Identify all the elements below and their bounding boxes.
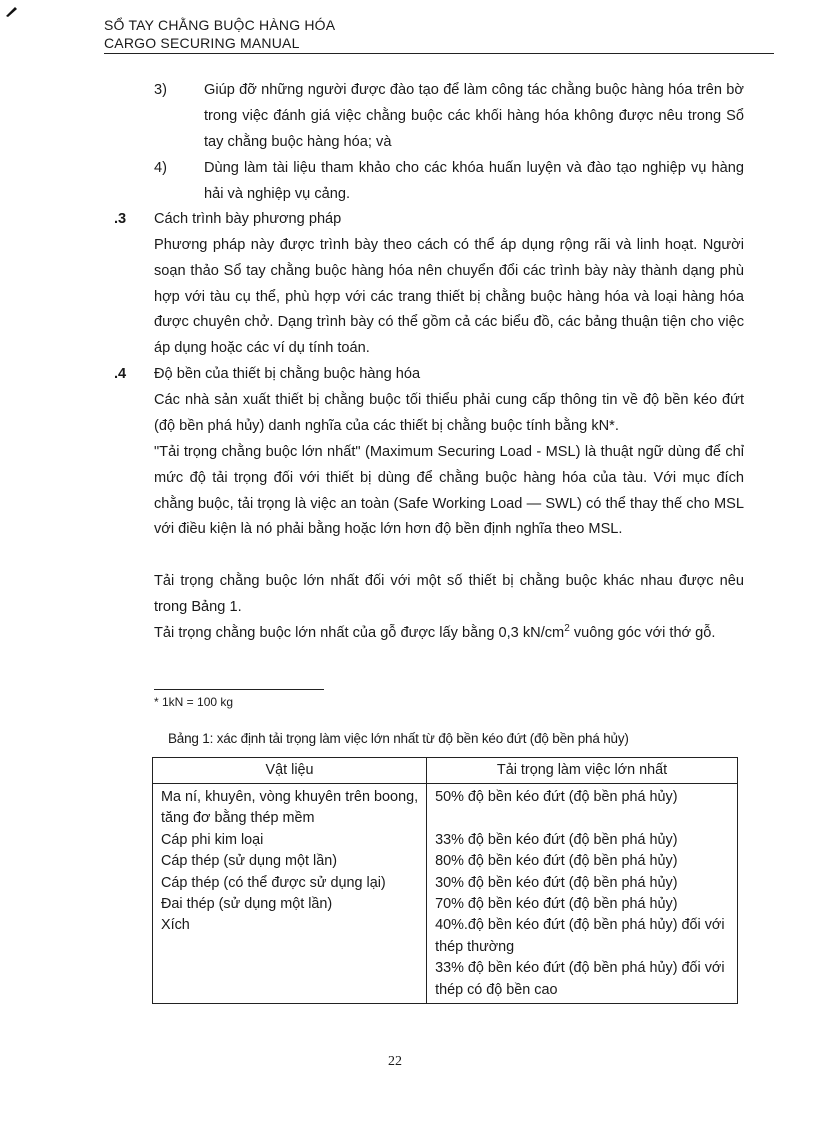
table-cell-material: Cáp thép (có thể được sử dụng lại) — [153, 873, 427, 894]
table-row — [153, 915, 738, 958]
header-divider — [104, 53, 774, 54]
table-header-cell: Tải trọng làm việc lớn nhất — [427, 758, 738, 784]
paragraph: "Tải trọng chằng buộc lớn nhất" (Maximum Securing Load - MSL) là thuật ngữ dùng để chỉ mức độ tải trọng đối với thiết bị dùng để chằng buộc hàng hóa của tàu. Với mục đích chằng buộc, tải trọng là việc an toàn (Safe Working Load — SWL) có thể thay thế cho MSL với điều kiện là nó phải bằng hoặc lớn hơn độ bền định nghĩa theo MSL. — [154, 444, 744, 538]
table-row — [153, 894, 738, 915]
paragraph-text-tail: vuông góc với thớ gỗ. — [569, 625, 716, 641]
list-item-number: 4) — [154, 160, 167, 176]
paragraph: Các nhà sản xuất thiết bị chằng buộc tối thiểu phải cung cấp thông tin về độ bền kéo đứt (độ bền phá hủy) danh nghĩa của các thiết bị chằng buộc tính bằng kN*. — [154, 392, 744, 434]
list-item-text: Dùng làm tài liệu tham khảo cho các khóa huấn luyện và đào tạo nghiệp vụ hàng hải và nghiệp vụ cảng. — [204, 160, 744, 202]
section-number: .4 — [114, 366, 127, 382]
table-cell-material: Cáp phi kim loại — [153, 830, 427, 851]
table-row — [153, 830, 738, 851]
table-row — [153, 873, 738, 894]
list-item-text: Giúp đỡ những người được đào tạo để làm công tác chằng buộc hàng hóa trên bờ trong việc đánh giá việc chằng buộc các khối hàng hóa không được nêu trong Sổ tay chằng buộc hàng hóa; và — [204, 82, 744, 150]
header-title-vi: SỔ TAY CHẰNG BUỘC HÀNG HÓA — [104, 17, 336, 33]
table-cell-material: Cáp thép (sử dụng một lần) — [153, 851, 427, 872]
table-cell-material — [153, 958, 427, 1003]
table-cell-load: 50% độ bền kéo đứt (độ bền phá hủy) — [435, 789, 678, 805]
section-title: Độ bền của thiết bị chằng buộc hàng hóa — [154, 366, 421, 382]
header-title-en: CARGO SECURING MANUAL — [104, 35, 300, 51]
footnote: * 1kN = 100 kg — [154, 695, 234, 709]
table-header-cell: Vật liệu — [153, 758, 427, 784]
table-cell-load: 80% độ bền kéo đứt (độ bền phá hủy) — [435, 853, 678, 870]
table-row — [153, 851, 738, 872]
running-header — [104, 16, 774, 52]
table-cell-load: 30% độ bền kéo đứt (độ bền phá hủy) — [435, 874, 678, 891]
table-cell-material: Ma ní, khuyên, vòng khuyên trên boong, tăng đơ bằng thép mềm — [153, 784, 427, 830]
table-caption: Bảng 1: xác định tải trọng làm việc lớn nhất từ độ bền kéo đứt (độ bền phá hủy) — [168, 731, 629, 746]
table-cell-load: 33% độ bền kéo đứt (độ bền phá hủy) đối với thép có độ bền cao — [435, 960, 725, 998]
section-number: .3 — [114, 211, 127, 227]
paragraph — [154, 621, 744, 647]
table-cell-material: Xích — [153, 915, 427, 958]
paragraph: Tải trọng chằng buộc lớn nhất đối với một số thiết bị chằng buộc khác nhau được nêu trong Bảng 1. — [154, 573, 744, 615]
section-title: Cách trình bày phương pháp — [154, 211, 342, 227]
table-cell-material: Đai thép (sử dụng một lần) — [153, 894, 427, 915]
table-header-row — [153, 758, 738, 784]
footnote-divider — [154, 689, 324, 690]
table-row — [153, 958, 738, 1003]
table-row — [153, 784, 738, 830]
table-cell-load: 33% độ bền kéo đứt (độ bền phá hủy) — [435, 831, 678, 848]
list-item-number: 3) — [154, 82, 167, 98]
page-number: 22 — [388, 1054, 402, 1069]
table-cell-load: 40%.độ bền kéo đứt (độ bền phá hủy) đối với thép thường — [435, 917, 725, 955]
data-table — [152, 757, 738, 1004]
superscript: 2 — [564, 623, 570, 635]
scan-mark-icon — [4, 4, 18, 18]
table-cell-load: 70% độ bền kéo đứt (độ bền phá hủy) — [435, 896, 678, 913]
paragraph: Phương pháp này được trình bày theo cách có thể áp dụng rộng rãi và linh hoạt. Người soạn thảo Sổ tay chằng buộc hàng hóa nên chuyển đổi các trình bày này thành dạng phù hợp với tàu cụ thể, phù hợp với các trang thiết bị chằng buộc hàng hóa và loại hàng hóa được chuyên chở. Dạng trình bày có thể gồm cả các biểu đồ, các bảng thuận tiện cho việc áp dụng hoặc các ví dụ tính toán. — [154, 237, 744, 357]
paragraph-text: Tải trọng chằng buộc lớn nhất của gỗ được lấy bằng 0,3 kN/cm — [154, 625, 565, 641]
